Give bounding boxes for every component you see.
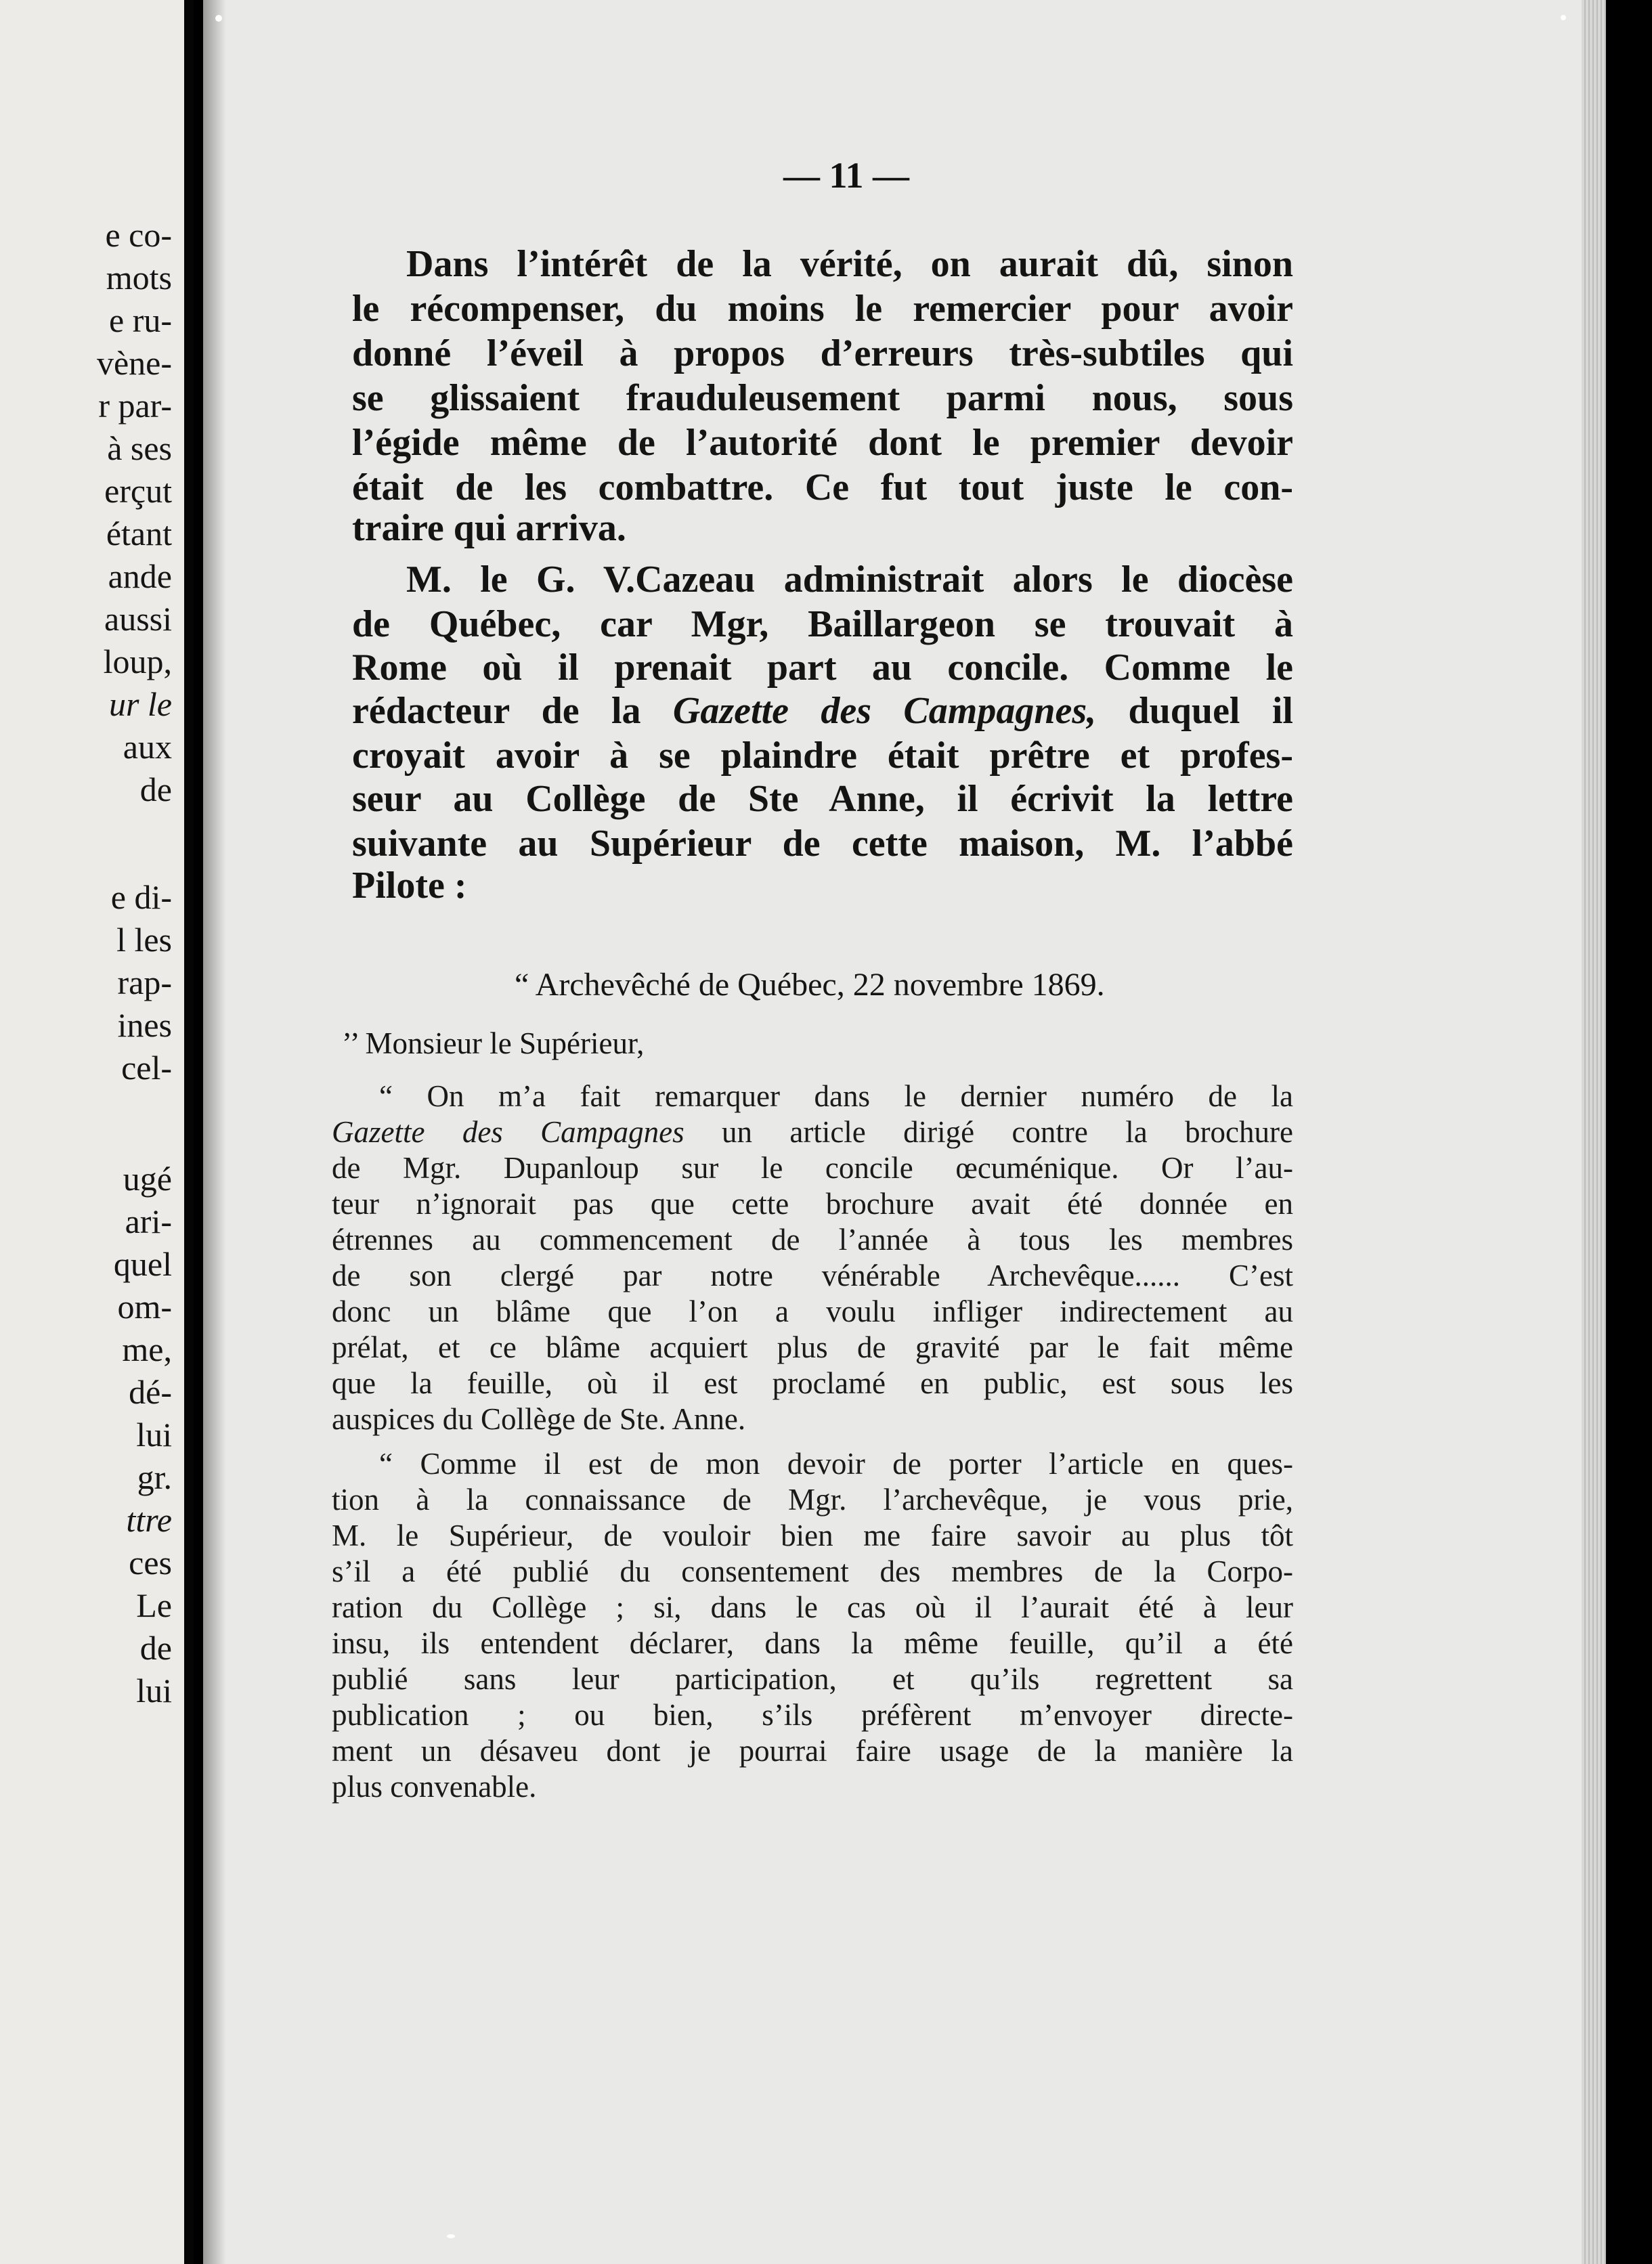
left-fragment: étant (106, 515, 172, 552)
letter-line: “ On m’a fait remarquer dans le dernier numéro de la (379, 1079, 1293, 1113)
left-fragment: de (139, 1629, 172, 1667)
left-fragment: e di- (110, 878, 172, 916)
left-fragment: ces (129, 1544, 172, 1582)
scan-speck (215, 15, 222, 22)
letter-line: étrennes au commencement de l’année à tous les membres (332, 1223, 1293, 1257)
paragraph-line: croyait avoir à se plaindre était prêtre et profes- (352, 735, 1293, 777)
letter-line: que la feuille, où il est proclamé en public, est sous les (332, 1366, 1293, 1400)
left-fragment: à ses (107, 429, 172, 467)
left-fragment: de (139, 770, 172, 808)
left-fragment: ande (108, 557, 172, 595)
left-fragment: cel- (121, 1049, 172, 1087)
paragraph-line: était de les combattre. Ce fut tout juste le con- (352, 466, 1293, 508)
letter-line: teur n’ignorait pas que cette brochure avait été donnée en (332, 1187, 1293, 1221)
left-fragment: loup, (103, 643, 172, 680)
newspaper-title: Gazette des Campagnes (332, 1115, 684, 1149)
left-fragment: erçut (104, 472, 172, 510)
left-fragment: aux (123, 728, 172, 766)
left-fragment: ines (117, 1006, 172, 1044)
left-fragment: l les (116, 921, 172, 959)
left-fragment: e co- (105, 216, 172, 254)
left-fragment: quel (113, 1245, 172, 1283)
letter-line: s’il a été publié du consentement des membres de la Corpo- (332, 1554, 1293, 1588)
paragraph-line (352, 692, 1293, 730)
letter-line: prélat, et ce blâme acquiert plus de gravité par le fait même (332, 1330, 1293, 1364)
letter-salutation: ’’ Monsieur le Supérieur, (342, 1026, 645, 1060)
text-run: duquel il (1096, 690, 1293, 732)
scan-speck (1561, 15, 1566, 20)
letter-line: publication ; ou bien, s’ils préfèrent m’envoyer directe- (332, 1698, 1293, 1732)
paragraph-line: seur au Collège de Ste Anne, il écrivit la lettre (352, 778, 1293, 820)
paragraph-line: suivante au Supérieur de cette maison, M. l’abbé (352, 823, 1293, 865)
letter-line: ment un désaveu dont je pourrai faire usage de la manière la (332, 1734, 1293, 1768)
text-run: un article dirigé contre la brochure (684, 1115, 1293, 1149)
left-fragment: vène- (96, 344, 172, 382)
left-fragment: lui (136, 1672, 172, 1710)
left-fragment: ari- (125, 1202, 172, 1240)
left-fragment: ugé (123, 1160, 172, 1198)
letter-line: plus convenable. (332, 1770, 537, 1804)
left-fragment: r par- (98, 387, 172, 424)
letter-line: donc un blâme que l’on a voulu infliger indirectement au (332, 1294, 1293, 1328)
paragraph-line: Rome où il prenait part au concile. Comme le (352, 647, 1293, 689)
paragraph-line: l’égide même de l’autorité dont le premier devoir (352, 422, 1293, 464)
paragraph-line: se glissaient frauduleusement parmi nous, sous (352, 377, 1293, 419)
paragraph-line: Dans l’intérêt de la vérité, on aurait dû, sinon (406, 243, 1293, 285)
left-fragment: rap- (117, 963, 172, 1001)
paragraph-line: de Québec, car Mgr, Baillargeon se trouvait à (352, 603, 1293, 645)
letter-line: M. le Supérieur, de vouloir bien me faire savoir au plus tôt (332, 1519, 1293, 1552)
letter-line: ration du Collège ; si, dans le cas où il l’aurait été à leur (332, 1590, 1293, 1624)
letter-line: de son clergé par notre vénérable Archevêque...... C’est (332, 1259, 1293, 1292)
paragraph-line: Pilote : (352, 865, 467, 907)
paragraph-line: M. le G. V.Cazeau administrait alors le diocèse (406, 559, 1293, 601)
left-fragment: om- (117, 1288, 172, 1326)
letter-line: publié sans leur participation, et qu’ils regrettent sa (332, 1662, 1293, 1696)
letter-line (332, 1117, 1293, 1148)
left-fragment: me, (122, 1330, 172, 1368)
letter-line: insu, ils entendent déclarer, dans la même feuille, qu’il a été (332, 1626, 1293, 1660)
paragraph-line: traire qui arriva. (352, 507, 626, 549)
left-fragment: lui (136, 1416, 172, 1454)
page-number: — 11 — (783, 155, 910, 196)
left-fragment: gr. (137, 1458, 172, 1496)
left-fragment: e ru- (109, 301, 172, 339)
letter-line: “ Comme il est de mon devoir de porter l’article en ques- (379, 1447, 1293, 1481)
letter-line: tion à la connaissance de Mgr. l’archevêque, je vous prie, (332, 1483, 1293, 1517)
left-fragment: ur le (108, 685, 172, 723)
letter-line: auspices du Collège de Ste. Anne. (332, 1402, 746, 1436)
left-fragment: mots (106, 259, 172, 297)
scan-speck (447, 2234, 455, 2238)
letter-line: de Mgr. Dupanloup sur le concile œcuménique. Or l’au- (332, 1151, 1293, 1185)
left-fragment: ttre (126, 1501, 172, 1539)
left-fragment: dé- (129, 1373, 172, 1411)
paragraph-line: donné l’éveil à propos d’erreurs très-subtiles qui (352, 332, 1293, 374)
paragraph-line: le récompenser, du moins le remercier pour avoir (352, 288, 1293, 330)
text-run: rédacteur de la (352, 690, 673, 732)
left-fragment: aussi (104, 600, 172, 638)
newspaper-title: Gazette des Campagnes, (672, 690, 1097, 732)
left-fragment: Le (136, 1586, 172, 1624)
letter-dateline: “ Archevêché de Québec, 22 novembre 1869. (515, 967, 1105, 1003)
